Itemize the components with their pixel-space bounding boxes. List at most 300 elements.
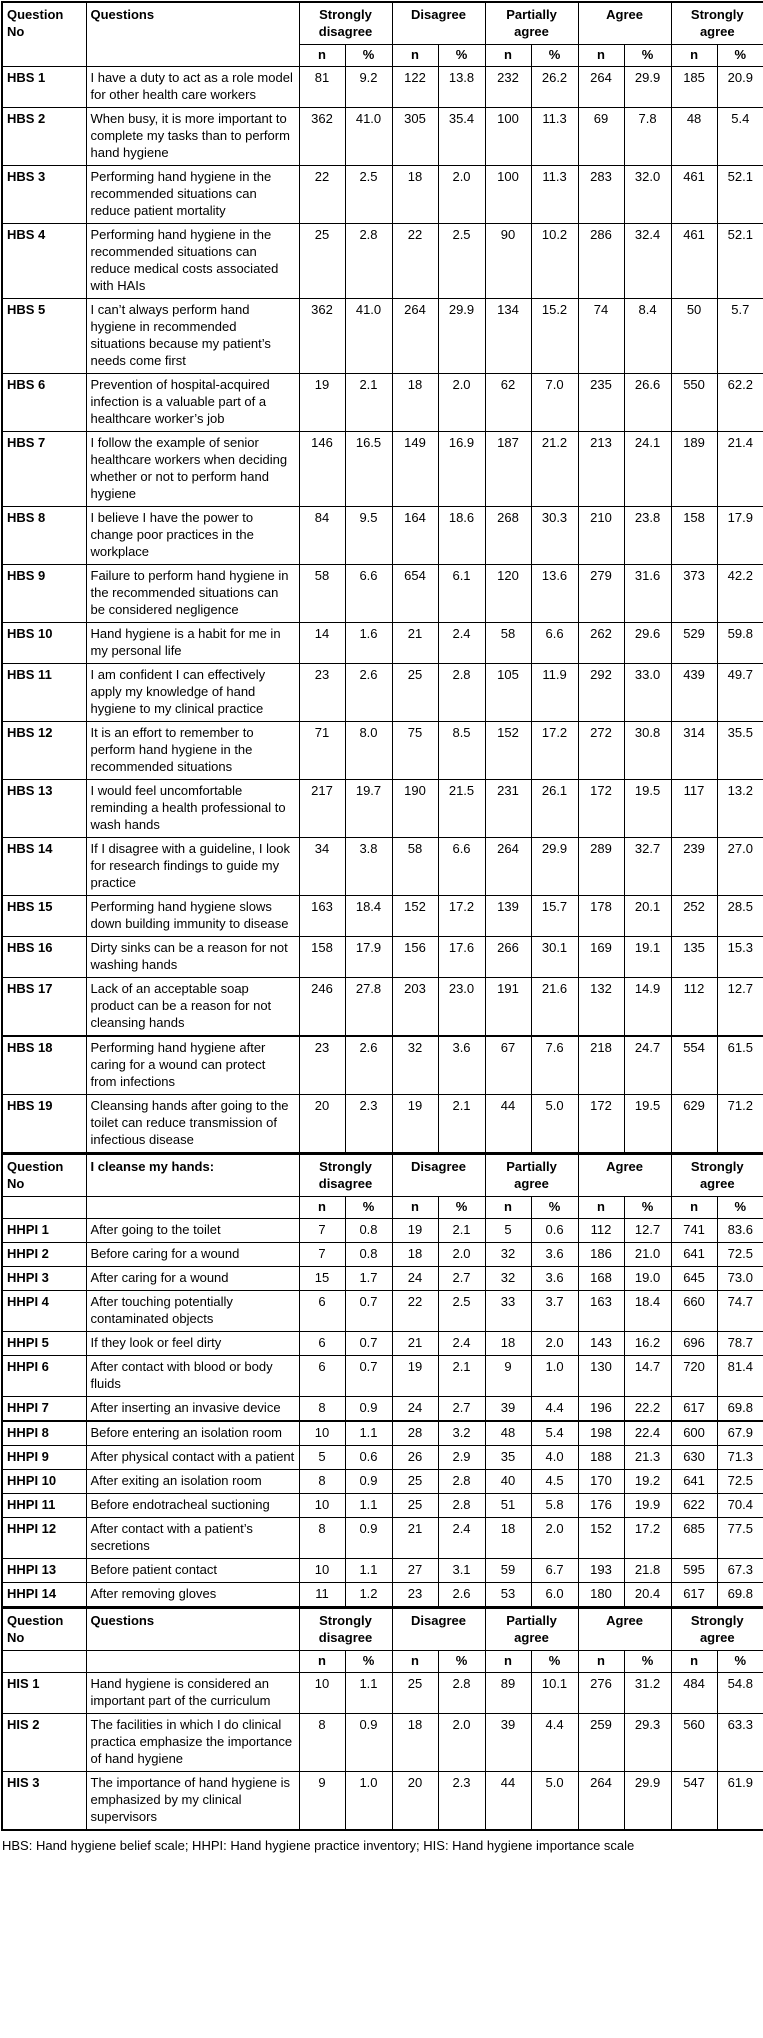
- column-subheader-n: n: [578, 1197, 624, 1219]
- table-row: [2, 108, 763, 166]
- column-subheader-n: n: [485, 1197, 531, 1219]
- value-percent-cell: 63.3: [717, 1714, 763, 1772]
- value-n-cell: 231: [485, 780, 531, 838]
- table-row: [2, 1494, 763, 1518]
- value-percent-cell: 21.4: [717, 432, 763, 507]
- sub-header-row: [2, 1197, 763, 1219]
- value-n-cell: 21: [392, 1332, 438, 1356]
- value-n-cell: 18: [392, 1243, 438, 1267]
- value-n-cell: 10: [299, 1494, 345, 1518]
- question-id-cell: HHPI 7: [2, 1397, 86, 1422]
- value-n-cell: 23: [392, 1583, 438, 1608]
- column-header-questions: Questions: [86, 1608, 299, 1651]
- section-header-row: [2, 1608, 763, 1651]
- value-n-cell: 25: [392, 1494, 438, 1518]
- value-n-cell: 595: [671, 1559, 717, 1583]
- value-n-cell: 641: [671, 1243, 717, 1267]
- value-percent-cell: 1.2: [345, 1583, 392, 1608]
- value-n-cell: 44: [485, 1095, 531, 1154]
- question-text-cell: After touching potentially contaminated objects: [86, 1291, 299, 1332]
- question-text-cell: If they look or feel dirty: [86, 1332, 299, 1356]
- value-percent-cell: 11.9: [531, 664, 578, 722]
- value-n-cell: 23: [299, 664, 345, 722]
- value-n-cell: 21: [392, 1518, 438, 1559]
- value-percent-cell: 2.7: [438, 1397, 485, 1422]
- question-id-cell: HBS 10: [2, 623, 86, 664]
- table-row: [2, 1559, 763, 1583]
- value-n-cell: 120: [485, 565, 531, 623]
- value-n-cell: 232: [485, 67, 531, 108]
- value-percent-cell: 5.4: [531, 1421, 578, 1446]
- value-n-cell: 149: [392, 432, 438, 507]
- value-percent-cell: 61.5: [717, 1036, 763, 1095]
- value-percent-cell: 2.5: [438, 1291, 485, 1332]
- value-percent-cell: 33.0: [624, 664, 671, 722]
- value-percent-cell: 2.1: [345, 374, 392, 432]
- value-percent-cell: 13.8: [438, 67, 485, 108]
- value-percent-cell: 21.8: [624, 1559, 671, 1583]
- value-n-cell: 18: [485, 1518, 531, 1559]
- column-header-likert: Agree: [578, 1608, 671, 1651]
- value-n-cell: 143: [578, 1332, 624, 1356]
- column-header-questions: I cleanse my hands:: [86, 1154, 299, 1197]
- question-id-cell: HHPI 8: [2, 1421, 86, 1446]
- question-text-cell: Hand hygiene is a habit for me in my personal life: [86, 623, 299, 664]
- value-percent-cell: 5.4: [717, 108, 763, 166]
- column-subheader-n: n: [671, 1651, 717, 1673]
- value-percent-cell: 27.8: [345, 978, 392, 1037]
- value-percent-cell: 28.5: [717, 896, 763, 937]
- value-n-cell: 28: [392, 1421, 438, 1446]
- column-header-question-no: Question No: [2, 1608, 86, 1651]
- value-n-cell: 158: [299, 937, 345, 978]
- value-n-cell: 158: [671, 507, 717, 565]
- value-percent-cell: 32.4: [624, 224, 671, 299]
- value-n-cell: 185: [671, 67, 717, 108]
- value-n-cell: 59: [485, 1559, 531, 1583]
- value-n-cell: 23: [299, 1036, 345, 1095]
- value-percent-cell: 0.9: [345, 1397, 392, 1422]
- section-header-row: [2, 2, 763, 45]
- column-subheader-n: n: [485, 1651, 531, 1673]
- value-percent-cell: 2.5: [438, 224, 485, 299]
- question-text-cell: Before patient contact: [86, 1559, 299, 1583]
- value-percent-cell: 2.0: [531, 1518, 578, 1559]
- value-n-cell: 268: [485, 507, 531, 565]
- column-header-question-no: Question No: [2, 1154, 86, 1197]
- value-n-cell: 292: [578, 664, 624, 722]
- value-percent-cell: 9.5: [345, 507, 392, 565]
- value-percent-cell: 2.8: [438, 664, 485, 722]
- value-percent-cell: 54.8: [717, 1673, 763, 1714]
- value-percent-cell: 62.2: [717, 374, 763, 432]
- value-percent-cell: 26.6: [624, 374, 671, 432]
- column-subheader-percent: %: [345, 1651, 392, 1673]
- column-header-likert: Strongly agree: [671, 1608, 763, 1651]
- value-percent-cell: 2.0: [438, 374, 485, 432]
- value-n-cell: 10: [299, 1559, 345, 1583]
- value-percent-cell: 15.7: [531, 896, 578, 937]
- column-subheader-n: n: [392, 45, 438, 67]
- value-percent-cell: 21.3: [624, 1446, 671, 1470]
- value-n-cell: 641: [671, 1470, 717, 1494]
- table-row: [2, 224, 763, 299]
- value-n-cell: 21: [392, 623, 438, 664]
- value-n-cell: 112: [578, 1219, 624, 1243]
- value-n-cell: 439: [671, 664, 717, 722]
- column-subheader-percent: %: [438, 45, 485, 67]
- column-subheader-percent: %: [717, 1651, 763, 1673]
- value-n-cell: 176: [578, 1494, 624, 1518]
- value-percent-cell: 2.9: [438, 1446, 485, 1470]
- column-header-likert: Strongly agree: [671, 1154, 763, 1197]
- value-percent-cell: 0.8: [345, 1219, 392, 1243]
- value-percent-cell: 6.6: [438, 838, 485, 896]
- column-subheader-percent: %: [624, 1197, 671, 1219]
- question-id-cell: HHPI 3: [2, 1267, 86, 1291]
- table-row: [2, 722, 763, 780]
- question-text-cell: Dirty sinks can be a reason for not washing hands: [86, 937, 299, 978]
- value-n-cell: 18: [392, 374, 438, 432]
- question-id-cell: HBS 18: [2, 1036, 86, 1095]
- value-percent-cell: 10.2: [531, 224, 578, 299]
- column-header-question-no: Question No: [2, 2, 86, 67]
- column-header-likert: Strongly disagree: [299, 1154, 392, 1197]
- value-n-cell: 622: [671, 1494, 717, 1518]
- column-subheader-n: n: [578, 45, 624, 67]
- value-n-cell: 18: [392, 1714, 438, 1772]
- question-id-cell: HHPI 10: [2, 1470, 86, 1494]
- value-n-cell: 39: [485, 1397, 531, 1422]
- value-percent-cell: 2.1: [438, 1095, 485, 1154]
- question-text-cell: Performing hand hygiene in the recommended situations can reduce patient mortality: [86, 166, 299, 224]
- value-percent-cell: 14.9: [624, 978, 671, 1037]
- value-percent-cell: 73.0: [717, 1267, 763, 1291]
- value-percent-cell: 15.2: [531, 299, 578, 374]
- value-percent-cell: 16.2: [624, 1332, 671, 1356]
- value-n-cell: 19: [392, 1356, 438, 1397]
- column-subheader-percent: %: [438, 1197, 485, 1219]
- value-percent-cell: 2.4: [438, 623, 485, 664]
- value-percent-cell: 21.2: [531, 432, 578, 507]
- question-id-cell: HBS 8: [2, 507, 86, 565]
- value-percent-cell: 19.9: [624, 1494, 671, 1518]
- value-percent-cell: 9.2: [345, 67, 392, 108]
- column-header-likert: Disagree: [392, 2, 485, 45]
- value-n-cell: 146: [299, 432, 345, 507]
- value-percent-cell: 0.7: [345, 1332, 392, 1356]
- value-percent-cell: 17.2: [624, 1518, 671, 1559]
- question-text-cell: After caring for a wound: [86, 1267, 299, 1291]
- value-percent-cell: 16.9: [438, 432, 485, 507]
- value-percent-cell: 4.5: [531, 1470, 578, 1494]
- table-row: [2, 507, 763, 565]
- value-percent-cell: 13.2: [717, 780, 763, 838]
- value-n-cell: 660: [671, 1291, 717, 1332]
- table-footnote: HBS: Hand hygiene belief scale; HHPI: Hand hygiene practice inventory; HIS: Hand hygiene importance scale: [2, 1838, 635, 1853]
- value-n-cell: 10: [299, 1673, 345, 1714]
- value-n-cell: 6: [299, 1356, 345, 1397]
- value-n-cell: 9: [485, 1356, 531, 1397]
- question-text-cell: Hand hygiene is considered an important part of the curriculum: [86, 1673, 299, 1714]
- question-text-cell: Before caring for a wound: [86, 1243, 299, 1267]
- value-n-cell: 314: [671, 722, 717, 780]
- value-percent-cell: 11.3: [531, 166, 578, 224]
- value-percent-cell: 20.9: [717, 67, 763, 108]
- question-text-cell: After inserting an invasive device: [86, 1397, 299, 1422]
- value-n-cell: 239: [671, 838, 717, 896]
- column-subheader-percent: %: [345, 1197, 392, 1219]
- empty-header-cell: [86, 1651, 299, 1673]
- value-n-cell: 289: [578, 838, 624, 896]
- question-id-cell: HIS 3: [2, 1772, 86, 1831]
- value-n-cell: 156: [392, 937, 438, 978]
- value-percent-cell: 11.3: [531, 108, 578, 166]
- value-percent-cell: 2.8: [345, 224, 392, 299]
- value-percent-cell: 20.1: [624, 896, 671, 937]
- value-percent-cell: 18.6: [438, 507, 485, 565]
- value-n-cell: 35: [485, 1446, 531, 1470]
- value-percent-cell: 17.6: [438, 937, 485, 978]
- value-n-cell: 122: [392, 67, 438, 108]
- value-percent-cell: 32.0: [624, 166, 671, 224]
- question-id-cell: HBS 3: [2, 166, 86, 224]
- value-percent-cell: 59.8: [717, 623, 763, 664]
- value-percent-cell: 67.9: [717, 1421, 763, 1446]
- column-subheader-n: n: [299, 1197, 345, 1219]
- table-row: [2, 1518, 763, 1559]
- value-percent-cell: 29.6: [624, 623, 671, 664]
- value-n-cell: 58: [392, 838, 438, 896]
- column-subheader-n: n: [671, 1197, 717, 1219]
- empty-header-cell: [2, 1197, 86, 1219]
- value-n-cell: 196: [578, 1397, 624, 1422]
- value-percent-cell: 2.1: [438, 1219, 485, 1243]
- value-n-cell: 630: [671, 1446, 717, 1470]
- value-percent-cell: 83.6: [717, 1219, 763, 1243]
- value-n-cell: 560: [671, 1714, 717, 1772]
- question-id-cell: HBS 19: [2, 1095, 86, 1154]
- question-text-cell: Lack of an acceptable soap product can be a reason for not cleansing hands: [86, 978, 299, 1037]
- table-row: [2, 1291, 763, 1332]
- value-n-cell: 130: [578, 1356, 624, 1397]
- table-row: [2, 1219, 763, 1243]
- column-subheader-n: n: [299, 1651, 345, 1673]
- value-n-cell: 550: [671, 374, 717, 432]
- value-n-cell: 34: [299, 838, 345, 896]
- value-n-cell: 373: [671, 565, 717, 623]
- table-row: [2, 1583, 763, 1608]
- value-percent-cell: 18.4: [624, 1291, 671, 1332]
- value-percent-cell: 30.1: [531, 937, 578, 978]
- question-id-cell: HIS 1: [2, 1673, 86, 1714]
- value-percent-cell: 2.7: [438, 1267, 485, 1291]
- value-percent-cell: 17.9: [345, 937, 392, 978]
- value-n-cell: 15: [299, 1267, 345, 1291]
- value-n-cell: 554: [671, 1036, 717, 1095]
- question-id-cell: HBS 4: [2, 224, 86, 299]
- value-percent-cell: 0.9: [345, 1714, 392, 1772]
- question-id-cell: HBS 6: [2, 374, 86, 432]
- question-text-cell: When busy, it is more important to complete my tasks than to perform hand hygiene: [86, 108, 299, 166]
- value-n-cell: 19: [392, 1095, 438, 1154]
- value-n-cell: 168: [578, 1267, 624, 1291]
- value-percent-cell: 3.1: [438, 1559, 485, 1583]
- value-percent-cell: 30.8: [624, 722, 671, 780]
- value-n-cell: 24: [392, 1267, 438, 1291]
- table-row: [2, 780, 763, 838]
- value-n-cell: 279: [578, 565, 624, 623]
- value-n-cell: 170: [578, 1470, 624, 1494]
- value-n-cell: 132: [578, 978, 624, 1037]
- value-n-cell: 19: [392, 1219, 438, 1243]
- question-id-cell: HBS 15: [2, 896, 86, 937]
- value-percent-cell: 3.6: [438, 1036, 485, 1095]
- value-n-cell: 172: [578, 780, 624, 838]
- value-percent-cell: 49.7: [717, 664, 763, 722]
- question-text-cell: After removing gloves: [86, 1583, 299, 1608]
- value-percent-cell: 20.4: [624, 1583, 671, 1608]
- question-text-cell: Performing hand hygiene after caring for a wound can protect from infections: [86, 1036, 299, 1095]
- question-id-cell: HHPI 6: [2, 1356, 86, 1397]
- value-percent-cell: 0.8: [345, 1243, 392, 1267]
- empty-header-cell: [86, 1197, 299, 1219]
- value-percent-cell: 24.1: [624, 432, 671, 507]
- value-n-cell: 58: [299, 565, 345, 623]
- value-percent-cell: 8.0: [345, 722, 392, 780]
- question-text-cell: I would feel uncomfortable reminding a health professional to wash hands: [86, 780, 299, 838]
- value-percent-cell: 1.1: [345, 1559, 392, 1583]
- value-n-cell: 163: [578, 1291, 624, 1332]
- value-n-cell: 188: [578, 1446, 624, 1470]
- value-percent-cell: 16.5: [345, 432, 392, 507]
- value-n-cell: 112: [671, 978, 717, 1037]
- value-percent-cell: 1.6: [345, 623, 392, 664]
- value-n-cell: 71: [299, 722, 345, 780]
- value-percent-cell: 81.4: [717, 1356, 763, 1397]
- value-percent-cell: 32.7: [624, 838, 671, 896]
- value-n-cell: 24: [392, 1397, 438, 1422]
- question-id-cell: HBS 7: [2, 432, 86, 507]
- question-id-cell: HHPI 12: [2, 1518, 86, 1559]
- value-n-cell: 600: [671, 1421, 717, 1446]
- value-n-cell: 10: [299, 1421, 345, 1446]
- value-percent-cell: 0.6: [345, 1446, 392, 1470]
- value-percent-cell: 10.1: [531, 1673, 578, 1714]
- value-n-cell: 5: [485, 1219, 531, 1243]
- column-header-likert: Partially agree: [485, 1154, 578, 1197]
- empty-header-cell: [2, 1651, 86, 1673]
- value-n-cell: 100: [485, 166, 531, 224]
- question-id-cell: HHPI 4: [2, 1291, 86, 1332]
- value-percent-cell: 22.4: [624, 1421, 671, 1446]
- value-n-cell: 246: [299, 978, 345, 1037]
- value-percent-cell: 4.4: [531, 1397, 578, 1422]
- table-row: [2, 978, 763, 1037]
- value-n-cell: 180: [578, 1583, 624, 1608]
- column-subheader-n: n: [578, 1651, 624, 1673]
- question-text-cell: Cleansing hands after going to the toilet can reduce transmission of infectious disease: [86, 1095, 299, 1154]
- value-percent-cell: 18.4: [345, 896, 392, 937]
- value-n-cell: 172: [578, 1095, 624, 1154]
- value-percent-cell: 3.6: [531, 1267, 578, 1291]
- value-n-cell: 117: [671, 780, 717, 838]
- value-n-cell: 547: [671, 1772, 717, 1831]
- value-n-cell: 32: [485, 1267, 531, 1291]
- question-id-cell: HHPI 1: [2, 1219, 86, 1243]
- column-subheader-percent: %: [717, 45, 763, 67]
- column-header-likert: Strongly disagree: [299, 2, 392, 45]
- table-row: [2, 1772, 763, 1831]
- value-percent-cell: 2.6: [345, 1036, 392, 1095]
- value-n-cell: 720: [671, 1356, 717, 1397]
- value-n-cell: 645: [671, 1267, 717, 1291]
- sub-header-row: [2, 1651, 763, 1673]
- question-text-cell: The facilities in which I do clinical practica emphasize the importance of hand hygiene: [86, 1714, 299, 1772]
- value-n-cell: 7: [299, 1243, 345, 1267]
- value-n-cell: 152: [578, 1518, 624, 1559]
- value-n-cell: 48: [671, 108, 717, 166]
- value-n-cell: 75: [392, 722, 438, 780]
- value-percent-cell: 22.2: [624, 1397, 671, 1422]
- value-n-cell: 139: [485, 896, 531, 937]
- question-id-cell: HHPI 5: [2, 1332, 86, 1356]
- value-n-cell: 100: [485, 108, 531, 166]
- question-id-cell: HBS 5: [2, 299, 86, 374]
- value-n-cell: 198: [578, 1421, 624, 1446]
- question-text-cell: If I disagree with a guideline, I look for research findings to guide my practice: [86, 838, 299, 896]
- value-n-cell: 259: [578, 1714, 624, 1772]
- value-percent-cell: 74.7: [717, 1291, 763, 1332]
- value-n-cell: 276: [578, 1673, 624, 1714]
- table-row: [2, 664, 763, 722]
- value-percent-cell: 8.4: [624, 299, 671, 374]
- value-n-cell: 264: [392, 299, 438, 374]
- value-n-cell: 484: [671, 1673, 717, 1714]
- question-text-cell: Prevention of hospital-acquired infection is a valuable part of a healthcare worker’s job: [86, 374, 299, 432]
- value-n-cell: 33: [485, 1291, 531, 1332]
- value-percent-cell: 29.3: [624, 1714, 671, 1772]
- value-n-cell: 685: [671, 1518, 717, 1559]
- value-percent-cell: 70.4: [717, 1494, 763, 1518]
- question-text-cell: I have a duty to act as a role model for other health care workers: [86, 67, 299, 108]
- value-percent-cell: 13.6: [531, 565, 578, 623]
- value-n-cell: 11: [299, 1583, 345, 1608]
- value-n-cell: 187: [485, 432, 531, 507]
- value-n-cell: 62: [485, 374, 531, 432]
- value-n-cell: 8: [299, 1470, 345, 1494]
- question-text-cell: After contact with blood or body fluids: [86, 1356, 299, 1397]
- value-n-cell: 90: [485, 224, 531, 299]
- column-subheader-percent: %: [531, 1197, 578, 1219]
- value-percent-cell: 2.0: [438, 1243, 485, 1267]
- table-row: [2, 67, 763, 108]
- value-percent-cell: 5.0: [531, 1772, 578, 1831]
- value-n-cell: 218: [578, 1036, 624, 1095]
- question-text-cell: Performing hand hygiene slows down building immunity to disease: [86, 896, 299, 937]
- value-percent-cell: 3.8: [345, 838, 392, 896]
- value-n-cell: 22: [392, 1291, 438, 1332]
- value-percent-cell: 29.9: [531, 838, 578, 896]
- value-n-cell: 5: [299, 1446, 345, 1470]
- value-percent-cell: 2.0: [438, 1714, 485, 1772]
- value-percent-cell: 3.2: [438, 1421, 485, 1446]
- value-percent-cell: 41.0: [345, 108, 392, 166]
- question-text-cell: I follow the example of senior healthcare workers when deciding whether or not to perform hand hygiene: [86, 432, 299, 507]
- value-percent-cell: 19.1: [624, 937, 671, 978]
- value-n-cell: 264: [578, 1772, 624, 1831]
- value-percent-cell: 3.7: [531, 1291, 578, 1332]
